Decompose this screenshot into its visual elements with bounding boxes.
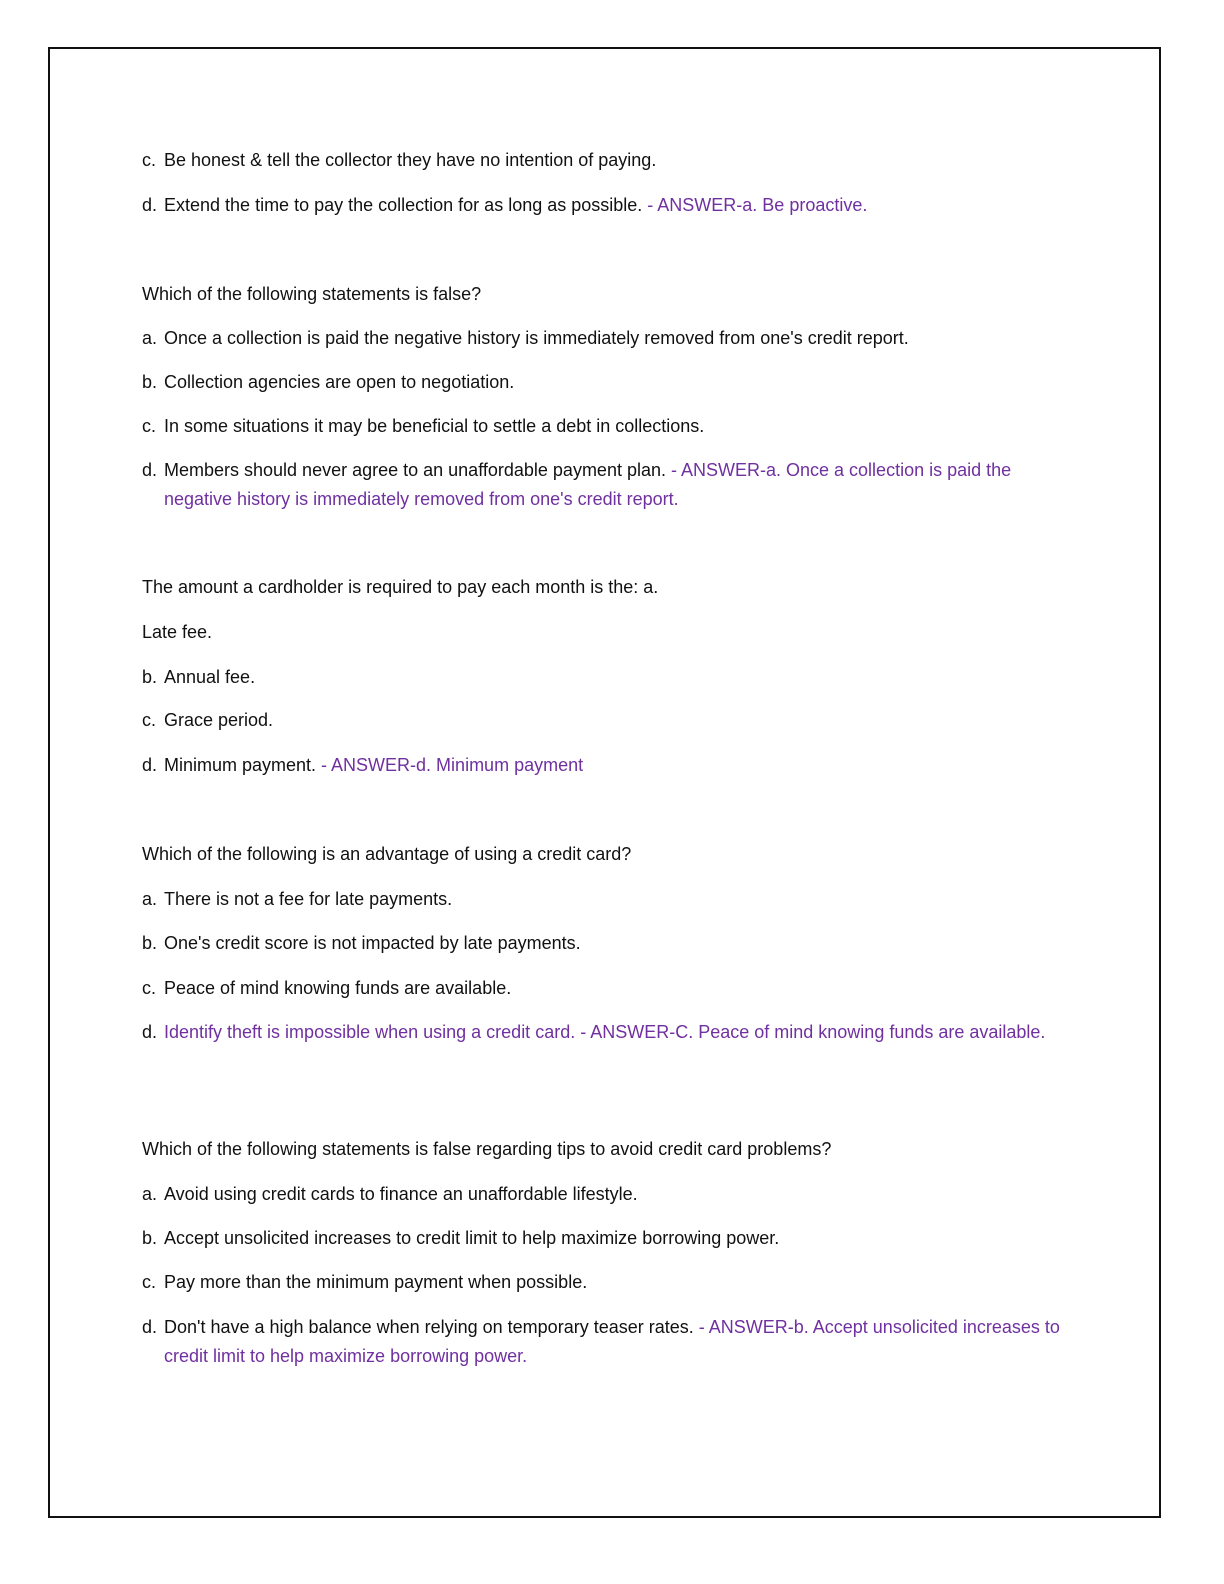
option-key: b. xyxy=(142,667,158,687)
option-text: Identify theft is impossible when using a credit card. xyxy=(164,1022,576,1042)
option-key: c. xyxy=(142,150,157,170)
q4-option-d xyxy=(142,1313,1072,1371)
q2-option-a-text: Late fee. xyxy=(142,622,213,642)
q4-option-b xyxy=(142,1224,1072,1253)
option-text: Minimum payment. xyxy=(164,755,317,775)
option-text: Accept unsolicited increases to credit limit to help maximize borrowing power. xyxy=(164,1228,780,1248)
page-border xyxy=(48,47,1161,1518)
option-text: Don't have a high balance when relying on temporary teaser rates. xyxy=(164,1317,694,1337)
q2-option-d xyxy=(142,751,1072,780)
option-key: a. xyxy=(142,889,158,909)
option-text: Members should never agree to an unaffordable payment plan. xyxy=(164,460,666,480)
question-3: Which of the following is an advantage of using a credit card? xyxy=(142,844,632,864)
question-1: Which of the following statements is false? xyxy=(142,284,482,304)
question-2: The amount a cardholder is required to pay each month is the: a. xyxy=(142,577,659,597)
option-text: Grace period. xyxy=(164,710,274,730)
option-text: Extend the time to pay the collection for as long as possible. xyxy=(164,195,643,215)
option-key: d. xyxy=(142,1022,158,1042)
answer-text: - ANSWER-a. Be proactive. xyxy=(642,195,868,215)
q4-option-a xyxy=(142,1180,1072,1209)
option-key: b. xyxy=(142,933,158,953)
option-key: b. xyxy=(142,372,158,392)
option-key: c. xyxy=(142,416,157,436)
option-key: c. xyxy=(142,1272,157,1292)
option-text: There is not a fee for late payments. xyxy=(164,889,453,909)
q1-option-c xyxy=(142,412,1072,441)
option-text: Be honest & tell the collector they have no intention of paying. xyxy=(164,150,657,170)
q3-option-d xyxy=(142,1018,1072,1047)
q2-option-c xyxy=(142,706,1072,735)
q4-option-c xyxy=(142,1268,1072,1297)
q3-option-c xyxy=(142,974,1072,1003)
option-key: a. xyxy=(142,328,158,348)
answer-text: - ANSWER-C. Peace of mind knowing funds are available. xyxy=(575,1022,1046,1042)
option-text: Peace of mind knowing funds are available. xyxy=(164,978,512,998)
option-text: Avoid using credit cards to finance an unaffordable lifestyle. xyxy=(164,1184,638,1204)
q0-option-c xyxy=(142,146,1072,175)
option-key: d. xyxy=(142,195,158,215)
option-key: b. xyxy=(142,1228,158,1248)
option-key: a. xyxy=(142,1184,158,1204)
answer-text: - ANSWER-b. Accept unsolicited increases to credit limit to help maximize borrowing power. xyxy=(164,1317,1060,1366)
option-key: d. xyxy=(142,460,158,480)
answer-text: - ANSWER-a. Once a collection is paid the negative history is immediately removed from one's credit report. xyxy=(164,460,1012,509)
option-text: One's credit score is not impacted by late payments. xyxy=(164,933,581,953)
option-key: d. xyxy=(142,1317,158,1337)
q3-option-a xyxy=(142,885,1072,914)
option-key: d. xyxy=(142,755,158,775)
q3-option-b xyxy=(142,929,1072,958)
q1-option-d xyxy=(142,456,1072,514)
option-text: Once a collection is paid the negative history is immediately removed from one's credit report. xyxy=(164,328,909,348)
option-text: Collection agencies are open to negotiation. xyxy=(164,372,515,392)
q0-option-d xyxy=(142,191,1072,220)
option-key: c. xyxy=(142,710,157,730)
q1-option-b xyxy=(142,368,1072,397)
answer-text: - ANSWER-d. Minimum payment xyxy=(316,755,584,775)
q1-option-a xyxy=(142,324,1072,353)
option-key: c. xyxy=(142,978,157,998)
option-text: Annual fee. xyxy=(164,667,256,687)
option-text: In some situations it may be beneficial to settle a debt in collections. xyxy=(164,416,705,436)
option-text: Pay more than the minimum payment when possible. xyxy=(164,1272,588,1292)
q2-option-b xyxy=(142,663,1072,692)
question-4: Which of the following statements is false regarding tips to avoid credit card problems? xyxy=(142,1139,832,1159)
